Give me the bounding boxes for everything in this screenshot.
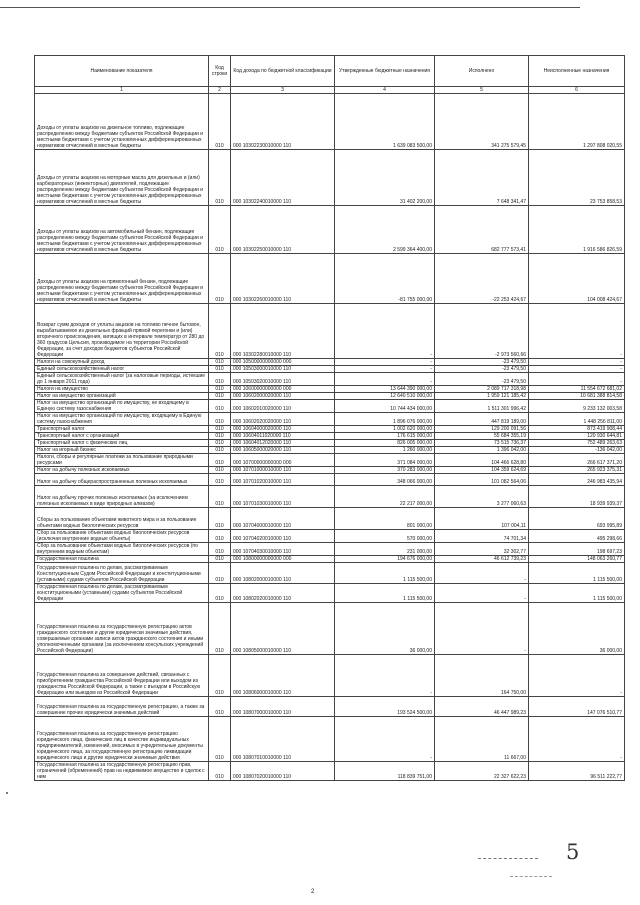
cell-executed: -23 479,50	[435, 373, 529, 386]
cell-approved: 1 639 083 500,00	[335, 94, 435, 150]
cell-code: 010	[209, 304, 231, 359]
cell-unexec: -136 042,00	[529, 447, 625, 454]
cell-executed: 3 277 060,63	[435, 486, 529, 508]
cell-code: 010	[209, 150, 231, 206]
cell-approved: 371 084 000,00	[335, 454, 435, 467]
cell-executed: 46 447 989,23	[435, 697, 529, 717]
table-row	[35, 426, 625, 433]
cell-kbk: 000 10500000000000 000	[231, 359, 335, 366]
cell-approved: 1 896 076 000,00	[335, 413, 435, 426]
cell-unexec: 752 489 263,63	[529, 440, 625, 447]
cell-name: Сбор за пользование объектами водных биологических ресурсов (исключая внутренние водные объекты)	[35, 530, 209, 543]
cell-unexec: 873 419 908,44	[529, 426, 625, 433]
cell-unexec: 9 233 132 003,58	[529, 400, 625, 413]
cell-unexec: 10 681 388 814,58	[529, 393, 625, 400]
cell-unexec: -	[529, 304, 625, 359]
page-number: 2	[311, 889, 315, 895]
cell-unexec: 693 995,89	[529, 508, 625, 530]
cell-approved: -81 755 000,00	[335, 254, 435, 304]
cell-approved: 801 000,00	[335, 508, 435, 530]
cell-name: Сборы за пользование объектами животного мира и за пользование объектами водных биологических ресурсов	[35, 508, 209, 530]
cell-name: Сбор за пользование объектами водных биологических ресурсов (по внутренним водным объектам)	[35, 543, 209, 556]
cell-unexec: 246 983 435,94	[529, 474, 625, 486]
margin-dashes	[478, 858, 538, 860]
cell-code: 010	[209, 433, 231, 440]
cell-unexec: 148 063 260,77	[529, 556, 625, 563]
colnum: 6	[529, 87, 625, 94]
cell-unexec: 266 617 371,20	[529, 454, 625, 467]
header-code: Код строки	[209, 56, 231, 87]
table-row	[35, 467, 625, 474]
cell-approved: 826 005 000,00	[335, 440, 435, 447]
cell-code: 010	[209, 584, 231, 603]
cell-executed: 164 750,00	[435, 655, 529, 697]
table-row	[35, 393, 625, 400]
revenue-table	[34, 55, 625, 781]
cell-kbk: 000 10700000000000 000	[231, 454, 335, 467]
cell-code: 010	[209, 563, 231, 584]
cell-kbk: 000 10807020010000 110	[231, 762, 335, 781]
cell-kbk: 000 10602020020000 110	[231, 413, 335, 426]
cell-approved: 1 002 620 000,00	[335, 426, 435, 433]
header-kbk: Код дохода по бюджетной классификации	[231, 56, 335, 87]
cell-code: 010	[209, 359, 231, 366]
cell-name: Транспортный налог с организаций	[35, 433, 209, 440]
cell-kbk: 000 10701000010000 110	[231, 467, 335, 474]
cell-executed: 104 359 624,69	[435, 467, 529, 474]
cell-unexec: -	[529, 366, 625, 373]
cell-name: Государственная пошлина за государственную регистрацию юридического лица, физических лиц в качестве индивидуальных предпринимателей, изменений, вносимых в учредительные документы юридического лица, за государственную регистрацию ликвидации юридического лица и другие юридически значимые действия	[35, 717, 209, 762]
cell-executed: 101 082 564,06	[435, 474, 529, 486]
cell-executed: 46 612 739,23	[435, 556, 529, 563]
cell-code: 010	[209, 467, 231, 474]
header-name: Наименование показателя	[35, 56, 209, 87]
table-row	[35, 359, 625, 366]
cell-executed: 2 089 717 318,98	[435, 386, 529, 393]
cell-code: 010	[209, 413, 231, 426]
cell-executed: 22 327 622,23	[435, 762, 529, 781]
cell-name: Налог на добычу общераспространенных полезных ископаемых	[35, 474, 209, 486]
cell-name: Государственная пошлина по делам, рассматриваемым Конституционным Судом Российской Федерации и конституционными (уставными) судами субъектов Российской Федерации	[35, 563, 209, 584]
column-number-row	[35, 87, 625, 94]
table-row	[35, 603, 625, 655]
cell-executed: -	[435, 563, 529, 584]
cell-executed: 1 396 042,00	[435, 447, 529, 454]
cell-name: Единый сельскохозяйственный налог	[35, 366, 209, 373]
cell-code: 010	[209, 426, 231, 433]
cell-unexec: -	[529, 717, 625, 762]
cell-unexec: 1 916 586 826,59	[529, 206, 625, 254]
cell-kbk: 000 10704020010000 110	[231, 530, 335, 543]
cell-kbk: 000 10802020010000 110	[231, 584, 335, 603]
cell-approved: 193 524 500,00	[335, 697, 435, 717]
cell-name: Возврат сумм доходов от уплаты акцизов на топливо печное бытовое, вырабатываемое из дизельных фракций прямой перегонки и (или) вторичного происхождения, кипящих в интервале температур от 280 до 360 градусов Цельсия, производимое на территории Российской Федерации, за счет доходов бюджетов субъектов Российской Федерации	[35, 304, 209, 359]
cell-approved: 10 744 434 000,00	[335, 400, 435, 413]
cell-unexec: 1 448 256 811,00	[529, 413, 625, 426]
cell-name: Налог на игорный бизнес	[35, 447, 209, 454]
cell-approved: 36 000,00	[335, 603, 435, 655]
cell-executed: 107 004,11	[435, 508, 529, 530]
cell-code: 010	[209, 454, 231, 467]
cell-executed: -2 973 560,66	[435, 304, 529, 359]
table-row	[35, 254, 625, 304]
cell-kbk: 000 10503020010000 110	[231, 373, 335, 386]
cell-name: Доходы от уплаты акцизов на моторные масла для дизельных и (или) карбюраторных (инжекторных) двигателей, подлежащие распределению между бюджетами субъектов Российской Федерации и местными бюджетами с учетом установленных дифференцированных нормативов отчислений в местные бюджеты	[35, 150, 209, 206]
cell-code: 010	[209, 373, 231, 386]
table-row	[35, 508, 625, 530]
cell-unexec: 120 930 644,81	[529, 433, 625, 440]
table-row	[35, 762, 625, 781]
cell-code: 010	[209, 486, 231, 508]
table-row	[35, 94, 625, 150]
cell-executed: 447 819 189,00	[435, 413, 529, 426]
cell-kbk: 000 10600000000000 000	[231, 386, 335, 393]
cell-name: Налоги, сборы и регулярные платежи за пользование природными ресурсами	[35, 454, 209, 467]
cell-kbk: 000 10302250010000 110	[231, 206, 335, 254]
cell-kbk: 000 10302240010000 110	[231, 150, 335, 206]
cell-name: Транспортный налог с физических лиц	[35, 440, 209, 447]
cell-code: 010	[209, 447, 231, 454]
cell-name: Налог на имущество организаций по имуществу, не входящему в Единую систему газоснабжения	[35, 400, 209, 413]
cell-unexec: 1 115 500,00	[529, 563, 625, 584]
cell-code: 010	[209, 603, 231, 655]
table-row	[35, 454, 625, 467]
cell-executed: -23 479,50	[435, 366, 529, 373]
cell-code: 010	[209, 474, 231, 486]
cell-unexec: 147 076 510,77	[529, 697, 625, 717]
cell-code: 010	[209, 366, 231, 373]
cell-executed: 341 275 579,45	[435, 94, 529, 150]
cell-kbk: 000 10503000010000 110	[231, 366, 335, 373]
table-row	[35, 373, 625, 386]
cell-code: 010	[209, 440, 231, 447]
cell-executed: 682 777 573,41	[435, 206, 529, 254]
cell-kbk: 000 10806000010000 110	[231, 655, 335, 697]
cell-kbk: 000 10602010020000 110	[231, 400, 335, 413]
cell-kbk: 000 10802000010000 110	[231, 563, 335, 584]
cell-name: Налоги на совокупный доход	[35, 359, 209, 366]
cell-name: Государственная пошлина по делам, рассматриваемым конституционными (уставными) судами субъектов Российской Федерации	[35, 584, 209, 603]
cell-unexec: 265 923 375,31	[529, 467, 625, 474]
cell-unexec: 18 939 939,37	[529, 486, 625, 508]
cell-code: 010	[209, 393, 231, 400]
cell-kbk: 000 10604012020000 110	[231, 440, 335, 447]
cell-code: 010	[209, 508, 231, 530]
cell-unexec: 1 297 808 020,55	[529, 94, 625, 150]
cell-name: Налог на добычу прочих полезных ископаемых (за исключением полезных ископаемых в виде природных алмазов)	[35, 486, 209, 508]
cell-executed: 1 959 121 185,42	[435, 393, 529, 400]
table-row	[35, 304, 625, 359]
cell-unexec: 104 008 424,67	[529, 254, 625, 304]
cell-kbk: 000 10604011020000 110	[231, 433, 335, 440]
cell-approved: -	[335, 373, 435, 386]
cell-kbk: 000 10807000010000 110	[231, 697, 335, 717]
cell-kbk: 000 10302260010000 110	[231, 254, 335, 304]
top-rule	[0, 7, 580, 8]
cell-name: Государственная пошлина за государственную регистрацию актов гражданского состояния и другие юридически значимые действия, совершаемые органами записи актов гражданского состояния и иными уполномоченными органами (за исключением консульских учреждений Российской Федерации)	[35, 603, 209, 655]
table-row	[35, 447, 625, 454]
cell-name: Налог на добычу полезных ископаемых	[35, 467, 209, 474]
table-row	[35, 486, 625, 508]
cell-executed: 11 667,00	[435, 717, 529, 762]
cell-executed: 74 701,34	[435, 530, 529, 543]
cell-code: 010	[209, 94, 231, 150]
cell-executed: 7 648 341,47	[435, 150, 529, 206]
table-row	[35, 563, 625, 584]
cell-unexec: -	[529, 373, 625, 386]
cell-approved: -	[335, 366, 435, 373]
table-row	[35, 556, 625, 563]
cell-approved: 12 640 510 000,00	[335, 393, 435, 400]
cell-code: 010	[209, 530, 231, 543]
cell-code: 010	[209, 655, 231, 697]
cell-approved: 231 000,00	[335, 543, 435, 556]
cell-kbk: 000 10805000010000 110	[231, 603, 335, 655]
table-row	[35, 413, 625, 426]
cell-approved: 13 644 390 000,00	[335, 386, 435, 393]
cell-kbk: 000 10302280010000 110	[231, 304, 335, 359]
cell-kbk: 000 10605000020000 110	[231, 447, 335, 454]
colnum: 1	[35, 87, 209, 94]
table-row	[35, 366, 625, 373]
cell-name: Государственная пошлина за совершение действий, связанных с приобретением гражданства Российской Федерации или выходом из гражданства Российской Федерации, а также с въездом в Российскую Федерацию или выездом из Российской Федерации	[35, 655, 209, 697]
cell-code: 010	[209, 254, 231, 304]
cell-unexec: 23 753 858,53	[529, 150, 625, 206]
header-unexecuted: Неисполненные назначения	[529, 56, 625, 87]
cell-approved: -	[335, 359, 435, 366]
cell-kbk: 000 10807010010000 110	[231, 717, 335, 762]
cell-executed: -23 479,50	[435, 359, 529, 366]
cell-name: Государственная пошлина за государственную регистрацию прав, ограничений (обременений) прав на недвижимое имущество и сделок с ним	[35, 762, 209, 781]
cell-name: Государственная пошлина за государственную регистрацию, а также за совершение прочих юридически значимых действий	[35, 697, 209, 717]
cell-executed: 104 466 628,80	[435, 454, 529, 467]
margin-handwritten-mark: 5	[566, 840, 580, 864]
cell-approved: 118 839 751,00	[335, 762, 435, 781]
cell-executed: -	[435, 603, 529, 655]
cell-approved: 31 402 200,00	[335, 150, 435, 206]
cell-code: 010	[209, 543, 231, 556]
cell-code: 010	[209, 717, 231, 762]
table-row	[35, 150, 625, 206]
table-row	[35, 584, 625, 603]
cell-approved: -	[335, 304, 435, 359]
cell-unexec: 495 298,66	[529, 530, 625, 543]
header-approved: Утвержденные бюджетные назначения	[335, 56, 435, 87]
cell-name: Налог на имущество организаций по имуществу, входящему в Единую систему газоснабжения	[35, 413, 209, 426]
cell-kbk: 000 10602000020000 110	[231, 393, 335, 400]
table-row	[35, 206, 625, 254]
cell-approved: 1 115 500,00	[335, 563, 435, 584]
cell-kbk: 000 10604000020000 110	[231, 426, 335, 433]
cell-name: Транспортный налог	[35, 426, 209, 433]
cell-kbk: 000 10701030010000 110	[231, 486, 335, 508]
cell-approved: 176 615 000,00	[335, 433, 435, 440]
table-row	[35, 697, 625, 717]
cell-kbk: 000 10800000000000 000	[231, 556, 335, 563]
cell-approved: 570 000,00	[335, 530, 435, 543]
table-row	[35, 474, 625, 486]
cell-kbk: 000 10704030010000 110	[231, 543, 335, 556]
cell-executed: -	[435, 584, 529, 603]
cell-name: Доходы от уплаты акцизов на автомобильный бензин, подлежащие распределению между бюджетами субъектов Российской Федерации и местными бюджетами с учетом установленных дифференцированных нормативов отчислений в местные бюджеты	[35, 206, 209, 254]
cell-unexec: -	[529, 655, 625, 697]
table-row	[35, 440, 625, 447]
cell-approved: 2 599 364 400,00	[335, 206, 435, 254]
cell-executed: 55 684 355,19	[435, 433, 529, 440]
cell-approved: 1 115 500,00	[335, 584, 435, 603]
colnum: 3	[231, 87, 335, 94]
cell-approved: 1 260 000,00	[335, 447, 435, 454]
cell-name: Доходы от уплаты акцизов на дизельное топливо, подлежащие распределению между бюджетами субъектов Российской Федерации и местными бюджетами с учетом установленных дифференцированных нормативов отчислений в местные бюджеты	[35, 94, 209, 150]
cell-approved: -	[335, 655, 435, 697]
table-row	[35, 655, 625, 697]
cell-code: 010	[209, 400, 231, 413]
cell-code: 010	[209, 762, 231, 781]
cell-unexec: 198 697,23	[529, 543, 625, 556]
cell-name: Налоги на имущество	[35, 386, 209, 393]
cell-unexec: -	[529, 359, 625, 366]
cell-executed: 73 515 736,37	[435, 440, 529, 447]
cell-code: 010	[209, 206, 231, 254]
cell-name: Государственная пошлина	[35, 556, 209, 563]
colnum: 5	[435, 87, 529, 94]
table-row	[35, 717, 625, 762]
cell-name: Единый сельскохозяйственный налог (за налоговые периоды, истекшие до 1 января 2011 года)	[35, 373, 209, 386]
scan-speck	[6, 792, 8, 794]
cell-name: Доходы от уплаты акцизов на прямогонный бензин, подлежащие распределению между бюджетами субъектов Российской Федерации и местными бюджетами с учетом установленных дифференцированных нормативов отчислений в местные бюджеты	[35, 254, 209, 304]
table-row	[35, 530, 625, 543]
cell-unexec: 36 000,00	[529, 603, 625, 655]
cell-unexec: 11 554 672 681,02	[529, 386, 625, 393]
cell-executed: 129 200 091,56	[435, 426, 529, 433]
cell-kbk: 000 10302230010000 110	[231, 94, 335, 150]
cell-kbk: 000 10701020010000 110	[231, 474, 335, 486]
cell-executed: 1 511 301 996,42	[435, 400, 529, 413]
table-row	[35, 543, 625, 556]
cell-approved: 194 676 000,00	[335, 556, 435, 563]
cell-approved: 348 066 000,00	[335, 474, 435, 486]
table-header-row	[35, 56, 625, 87]
cell-approved: 370 283 000,00	[335, 467, 435, 474]
cell-kbk: 000 10704000010000 110	[231, 508, 335, 530]
table-row	[35, 400, 625, 413]
cell-executed: 32 302,77	[435, 543, 529, 556]
cell-executed: -22 253 424,67	[435, 254, 529, 304]
margin-dashes	[510, 876, 552, 878]
cell-code: 010	[209, 697, 231, 717]
table-row	[35, 386, 625, 393]
cell-approved: -	[335, 717, 435, 762]
cell-code: 010	[209, 386, 231, 393]
cell-unexec: 96 511 222,77	[529, 762, 625, 781]
cell-code: 010	[209, 556, 231, 563]
header-executed: Исполнено	[435, 56, 529, 87]
colnum: 2	[209, 87, 231, 94]
cell-unexec: 1 115 500,00	[529, 584, 625, 603]
cell-approved: 22 217 000,00	[335, 486, 435, 508]
colnum: 4	[335, 87, 435, 94]
cell-name: Налог на имущество организаций	[35, 393, 209, 400]
table-row	[35, 433, 625, 440]
